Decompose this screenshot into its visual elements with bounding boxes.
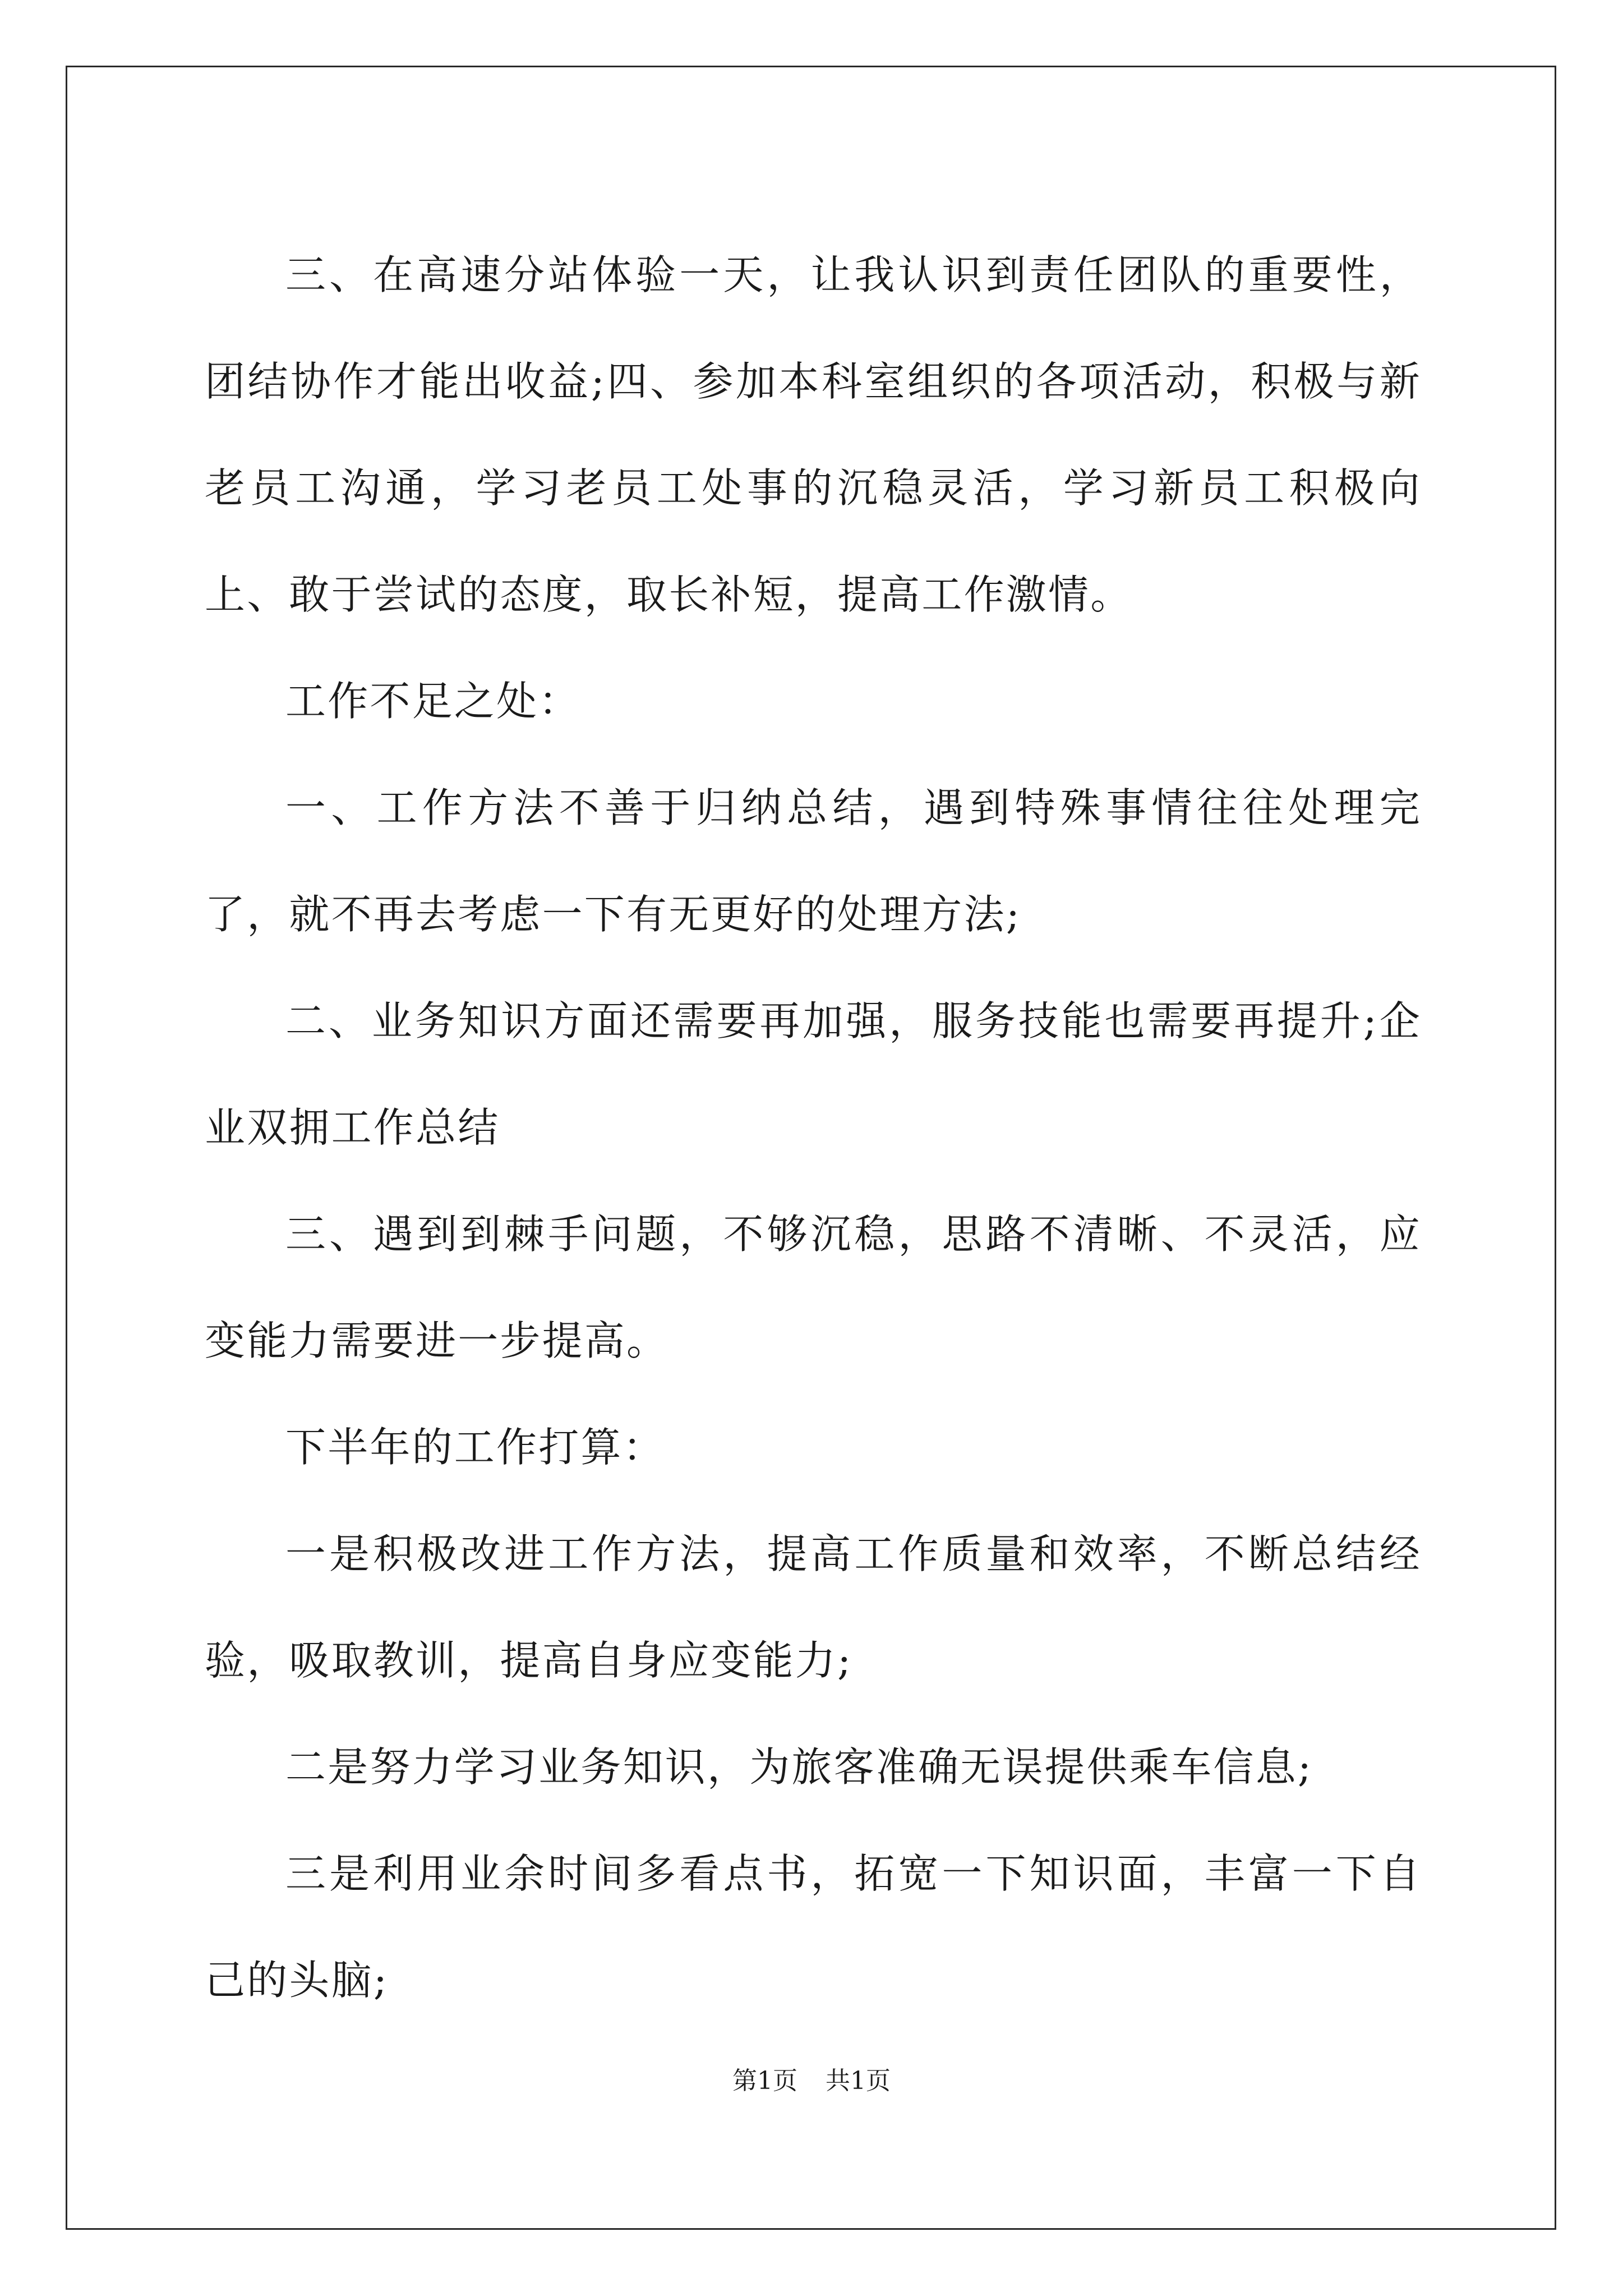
paragraph: 二、业务知识方面还需要再加强，服务技能也需要再提升;企业双拥工作总结 bbox=[205, 997, 1422, 1151]
document-body bbox=[205, 222, 1422, 2033]
paragraph: 三是利用业余时间多看点书，拓宽一下知识面，丰富一下自己的头脑; bbox=[205, 1850, 1422, 2004]
section-heading-plans: 下半年的工作打算： bbox=[285, 1424, 665, 1471]
section-heading-shortcomings: 工作不足之处： bbox=[285, 678, 581, 725]
paragraph: 二是努力学习业务知识，为旅客准确无误提供乘车信息; bbox=[285, 1743, 1313, 1791]
paragraph: 一、工作方法不善于归纳总结，遇到特殊事情往往处理完了，就不再去考虑一下有无更好的处理方法; bbox=[205, 784, 1422, 938]
page-footer bbox=[0, 2064, 1623, 2098]
page-number-total: 共1页 bbox=[826, 2067, 891, 2095]
paragraph: 三、遇到到棘手问题，不够沉稳，思路不清晰、不灵活，应变能力需要进一步提高。 bbox=[205, 1211, 1422, 1364]
paragraph: 一是积极改进工作方法，提高工作质量和效率，不断总结经验，吸取教训，提高自身应变能力; bbox=[205, 1530, 1422, 1684]
paragraph: 三、在高速分站体验一天，让我认识到责任团队的重要性，团结协作才能出收益;四、参加本科室组织的各项活动，积极与新老员工沟通，学习老员工处事的沉稳灵活，学习新员工积极向上、敢于尝试的态度，取长补短，提高工作激情。 bbox=[205, 251, 1422, 618]
page-number-current: 第1页 bbox=[732, 2067, 797, 2095]
